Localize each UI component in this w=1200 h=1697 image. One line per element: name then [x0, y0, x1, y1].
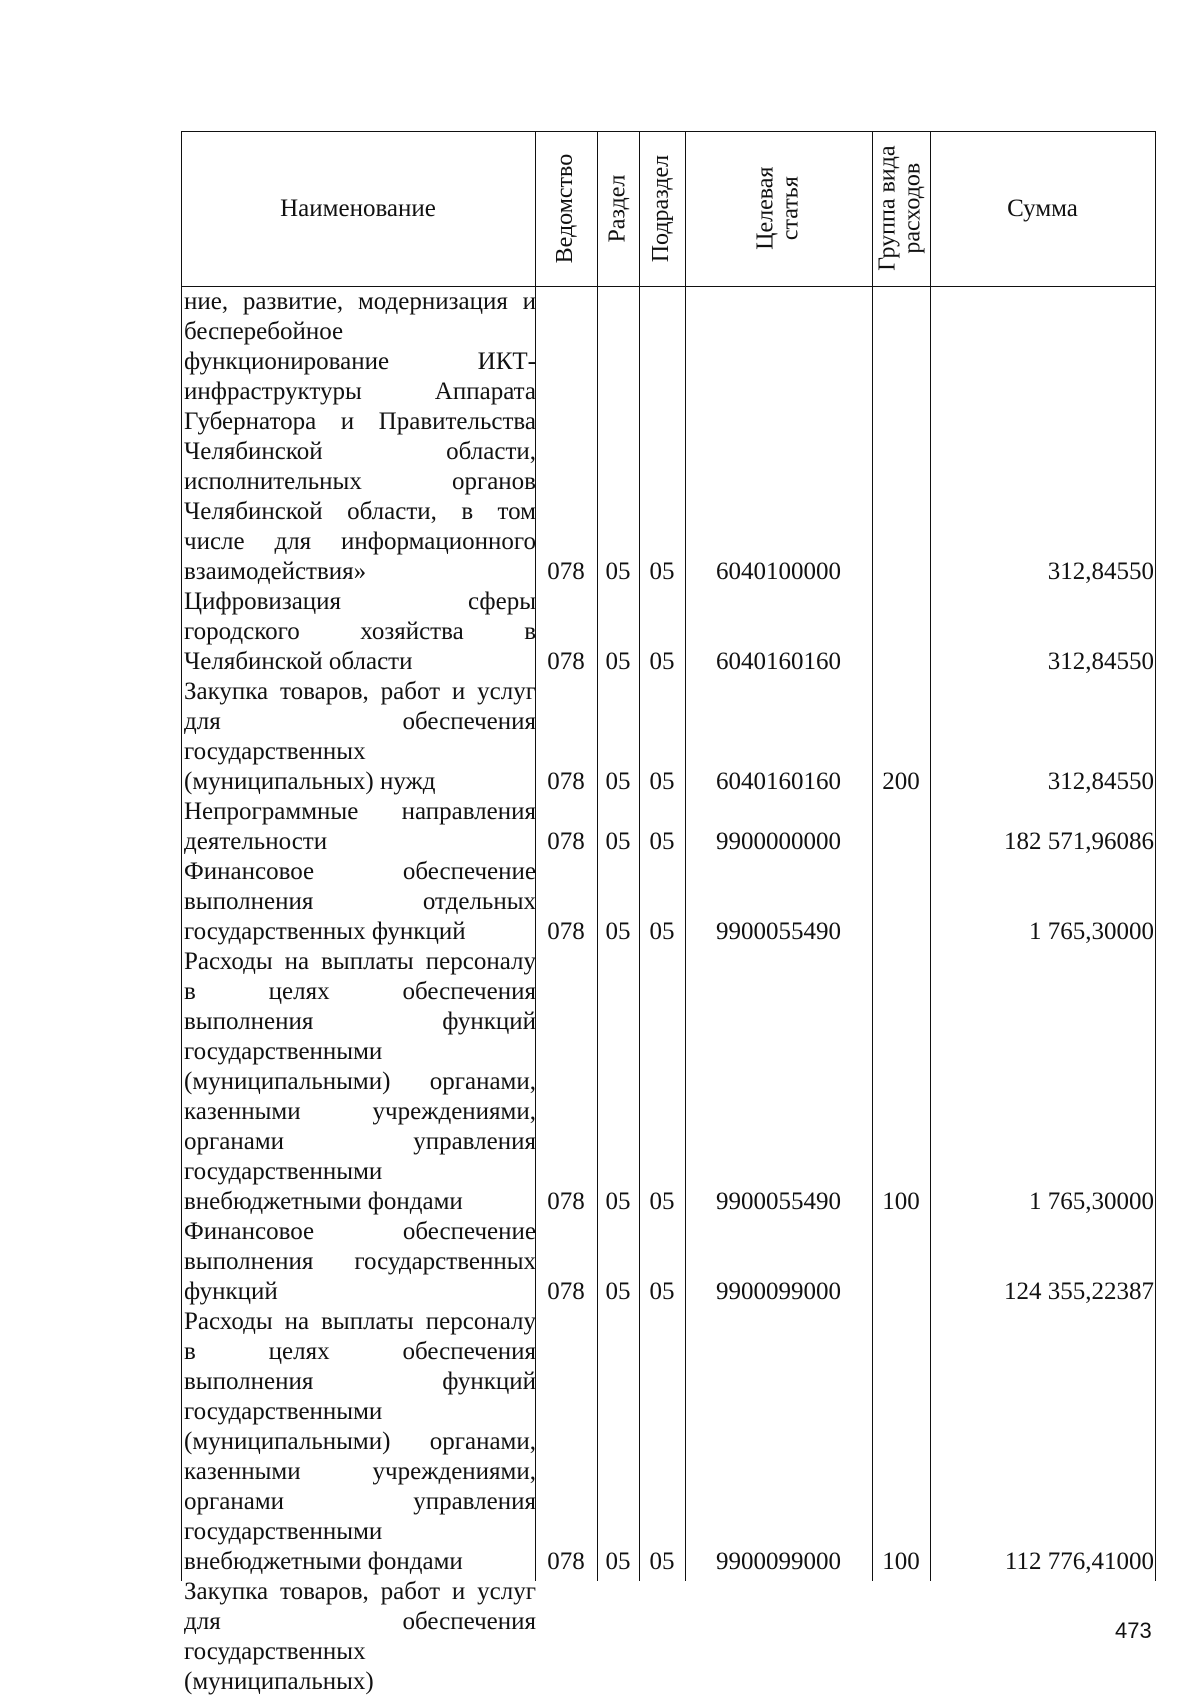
header-razdel-text: Раздел [604, 174, 631, 243]
cell-summa: 124 355,22387 [1004, 1278, 1154, 1305]
table-row [181, 587, 1156, 677]
header-name-text: Наименование [280, 194, 436, 222]
cell-summa: 1 765,30000 [1029, 918, 1154, 945]
table-body [181, 287, 1156, 1697]
cell-summa: 182 571,96086 [1004, 828, 1154, 855]
header-celevaya-text [753, 167, 803, 250]
cell-razdel: 05 [605, 1188, 631, 1215]
cell-podrazdel: 05 [649, 768, 675, 795]
cell-celevaya: 6040160160 [716, 768, 841, 795]
cell-razdel: 05 [605, 1278, 631, 1305]
cell-razdel: 05 [605, 768, 631, 795]
cell-podrazdel: 05 [649, 1548, 675, 1575]
table-row [181, 1307, 1156, 1577]
header-podrazdel-text: Подраздел [648, 154, 675, 263]
cell-name: Расходы на выплаты персоналу в целях обеспечения выполнения функций государственными (муниципальными) органами, казенными учреждениями, органами управления государственными внебюджетными фондами [184, 948, 536, 1215]
header-gruppa-line2: расходов [900, 163, 926, 254]
cell-gruppa: 100 [882, 1188, 920, 1215]
table-row [181, 947, 1156, 1217]
cell-vedomstvo: 078 [547, 768, 585, 795]
cell-celevaya: 6040100000 [716, 558, 841, 585]
cell-celevaya: 9900099000 [716, 1548, 841, 1575]
cell-gruppa [872, 1277, 930, 1307]
cell-podrazdel: 05 [649, 828, 675, 855]
cell-celevaya: 6040160160 [716, 648, 841, 675]
cell-podrazdel: 05 [649, 918, 675, 945]
cell-podrazdel: 05 [649, 1278, 675, 1305]
cell-name: Расходы на выплаты персоналу в целях обеспечения выполнения функций государственными (муниципальными) органами, казенными учреждениями, органами управления государственными внебюджетными фондами [184, 1308, 536, 1575]
header-vedomstvo-text: Ведомство [552, 153, 579, 264]
cell-name: Финансовое обеспечение выполнения государственных функций [184, 1218, 536, 1305]
page-number: 473 [1115, 1618, 1152, 1643]
cell-gruppa [872, 1667, 930, 1697]
cell-name: Цифровизация сферы городского хозяйства в Челябинской области [184, 588, 536, 675]
header-celevaya-line2: статья [777, 176, 804, 241]
cell-celevaya [685, 1667, 872, 1697]
cell-razdel: 05 [605, 1548, 631, 1575]
cell-razdel [597, 1667, 639, 1697]
cell-podrazdel: 05 [649, 558, 675, 585]
cell-podrazdel: 05 [649, 648, 675, 675]
cell-razdel: 05 [605, 828, 631, 855]
header-summa [930, 131, 1155, 286]
cell-gruppa: 200 [882, 768, 920, 795]
cell-celevaya: 9900055490 [716, 918, 841, 945]
cell-vedomstvo: 078 [547, 1188, 585, 1215]
cell-razdel: 05 [605, 918, 631, 945]
header-gruppa-line1: Группа вида [874, 145, 901, 272]
cell-vedomstvo: 078 [547, 918, 585, 945]
cell-gruppa [872, 917, 930, 947]
cell-razdel: 05 [605, 648, 631, 675]
cell-name: Закупка товаров, работ и услуг для обеспечения государственных (муниципальных) нужд [184, 678, 536, 795]
header-name [181, 131, 535, 286]
header-summa-text: Сумма [1007, 194, 1078, 222]
cell-vedomstvo: 078 [547, 1278, 585, 1305]
header-celevaya [685, 131, 872, 286]
cell-gruppa: 100 [882, 1548, 920, 1575]
cell-summa: 112 776,41000 [1004, 1548, 1154, 1575]
header-razdel [597, 131, 639, 286]
cell-gruppa [872, 647, 930, 677]
cell-summa: 1 765,30000 [1029, 1188, 1154, 1215]
cell-celevaya: 9900000000 [716, 828, 841, 855]
cell-summa [930, 1667, 1154, 1697]
header-gruppa [872, 131, 930, 286]
cell-summa: 312,84550 [1047, 558, 1154, 585]
table-row [181, 1577, 1156, 1697]
cell-celevaya: 9900099000 [716, 1278, 841, 1305]
cell-name: Непрограммные направления деятельности [184, 798, 536, 855]
header-gruppa-text [876, 146, 926, 271]
header-vedomstvo [535, 131, 597, 286]
table-row [181, 1217, 1156, 1307]
cell-summa: 312,84550 [1047, 648, 1154, 675]
cell-name: Финансовое обеспечение выполнения отдельных государственных функций [184, 858, 536, 945]
cell-vedomstvo: 078 [547, 558, 585, 585]
cell-name: ние, развитие, модернизация и бесперебойное функционирование ИКТ-инфраструктуры Аппарата Губернатора и Правительства Челябинской области, исполнительных органов Челябинской области, в том числе для информационного взаимодействия» [184, 288, 536, 585]
table-row [181, 677, 1156, 797]
header-podrazdel [639, 131, 685, 286]
cell-gruppa [872, 827, 930, 857]
cell-gruppa [872, 557, 930, 587]
cell-vedomstvo: 078 [547, 1548, 585, 1575]
cell-vedomstvo: 078 [547, 828, 585, 855]
cell-summa: 312,84550 [1047, 768, 1154, 795]
cell-razdel: 05 [605, 558, 631, 585]
cell-celevaya: 9900055490 [716, 1188, 841, 1215]
cell-vedomstvo: 078 [547, 648, 585, 675]
table-row [181, 857, 1156, 947]
cell-vedomstvo [535, 1667, 597, 1697]
cell-podrazdel: 05 [649, 1188, 675, 1215]
cell-podrazdel [639, 1667, 685, 1697]
cell-name: Закупка товаров, работ и услуг для обеспечения государственных (муниципальных) [184, 1578, 536, 1695]
header-celevaya-line1: Целевая [752, 166, 779, 251]
table-row [181, 797, 1156, 857]
table-row [181, 287, 1156, 587]
